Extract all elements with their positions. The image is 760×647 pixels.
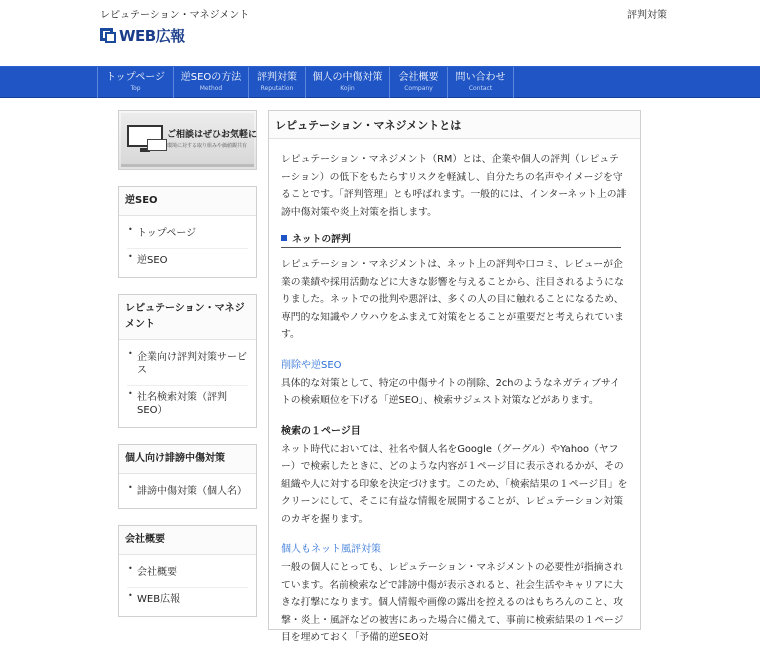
widget-personal-defamation <box>118 444 257 509</box>
nav-item-kojin[interactable] <box>306 67 390 98</box>
personal-paragraph: 一般の個人にとっても、レピュテーション・マネジメントの必要性が指摘されています。名前検索などで誹謗中傷が表示されると、社会生活やキャリアに大きな打撃になります。個人情報や画像の露出を控えるのはもちろんのこと、攻撃・炎上・風評などの被害にあった場合に備えて、事前に検索結果の１ページ目を埋めておく「予備的逆SEO対 <box>281 562 624 643</box>
section-heading-net <box>281 231 621 248</box>
intro-paragraph: レピュテーション・マネジメント（RM）とは、企業や個人の評判（レピュテーション）の低下をもたらすリスクを軽減し、自分たちの名声やイメージを守ることです。「評判管理」とも呼ばれます。一般的には、インターネット上の誹謗中傷対策や炎上対策を指します。 <box>281 154 627 218</box>
nav-item-label: 評判対策 <box>257 72 297 83</box>
nav-item-label: トップページ <box>105 72 166 83</box>
net-paragraph: レピュテーション・マネジメントは、ネット上の評判や口コミ、レビューが企業の業績や採用活動などに大きな影響を与えることから、注目されるようになりました。ネットでの批判や悪評は、多くの人の目に触れることになるため、専門的な知識やノウハウをふまえて対策をとることが重要だと考えられています。 <box>281 259 624 340</box>
header-reputation-link[interactable]: 評判対策 <box>627 10 667 21</box>
nav-item-sublabel: Reputation <box>260 85 294 92</box>
banner-title: ご相談はぜひお気軽に <box>167 130 258 140</box>
banner-subtitle: 環境に対する取り組みや価値観共有 <box>167 143 248 149</box>
widget-link-top[interactable]: • トップページ <box>127 222 248 249</box>
nav-item-top[interactable] <box>98 67 174 98</box>
nav-item-label: 個人の中傷対策 <box>312 72 383 83</box>
widget-link-company-name-seo[interactable]: • 社名検索対策（評判SEO） <box>127 386 248 425</box>
nav-item-sublabel: Company <box>404 85 433 92</box>
nav-item-reputation[interactable] <box>249 67 306 98</box>
section-heading-delete: 削除や逆SEO <box>281 359 342 371</box>
widget-link-personal-name[interactable]: • 誹謗中傷対策（個人名） <box>127 480 248 506</box>
logo-mark-icon <box>100 28 117 44</box>
delete-paragraph: 具体的な対策として、特定の中傷サイトの削除、2chのようなネガティブサイトの検索順位を下げる「逆SEO」、検索サジェスト対策などがあります。 <box>281 377 620 406</box>
widget-title: 逆SEO <box>119 187 256 216</box>
nav-item-label: 逆SEOの方法 <box>180 72 242 83</box>
widget-title: レピュテーション・マネジメント <box>119 295 256 340</box>
widget-company <box>118 525 257 617</box>
sidebar <box>118 110 257 617</box>
logo-text: WEB広報 <box>119 27 185 45</box>
nav-item-sublabel: Method <box>199 85 223 92</box>
nav-item-label: 会社概要 <box>398 72 439 83</box>
nav-item-contact[interactable] <box>448 67 514 98</box>
widget-reverse-seo <box>118 186 257 278</box>
site-tagline: レピュテーション・マネジメント <box>100 10 250 21</box>
nav-item-method[interactable] <box>174 67 249 98</box>
nav-item-sublabel: Top <box>130 85 141 92</box>
widget-link-company-profile[interactable]: • 会社概要 <box>127 561 248 588</box>
nav-item-sublabel: Contact <box>468 85 493 92</box>
site-logo[interactable] <box>100 25 185 46</box>
nav-item-sublabel: Kojin <box>340 85 355 92</box>
contact-banner[interactable] <box>118 110 257 170</box>
nav-item-label: 問い合わせ <box>455 72 506 83</box>
main-nav <box>0 66 760 98</box>
widget-link-web-pr[interactable]: • WEB広報 <box>127 588 248 614</box>
section-heading-search: 検索の１ページ目 <box>281 425 361 437</box>
section-heading-text: ネットの評判 <box>292 234 351 245</box>
widget-link-reverse-seo[interactable]: • 逆SEO <box>127 249 248 275</box>
search-paragraph: ネット時代においては、社名や個人名をGoogle（グーグル）やYahoo（ヤフー）で検索したときに、どのような内容が１ページ目に表示されるかが、その組織や人に対する印象を決定づけます。このため、「検索結果の１ページ目」をクリーンにして、そこに有益な情報を展開することが、レピュテーション対策のカギを握ります。 <box>281 443 628 525</box>
nav-item-company[interactable] <box>390 67 448 98</box>
square-bullet-icon <box>281 235 287 241</box>
main-article <box>268 110 641 643</box>
widget-title: 会社概要 <box>119 526 256 555</box>
widget-link-corporate-service[interactable]: • 企業向け評判対策サービス <box>127 346 248 386</box>
section-heading-personal: 個人もネット風評対策 <box>281 544 381 555</box>
widget-title: 個人向け誹謗中傷対策 <box>119 445 256 474</box>
page-title: レピュテーション・マネジメントとは <box>269 111 640 139</box>
laptop-icon <box>147 139 167 151</box>
widget-reputation-management <box>118 294 257 428</box>
